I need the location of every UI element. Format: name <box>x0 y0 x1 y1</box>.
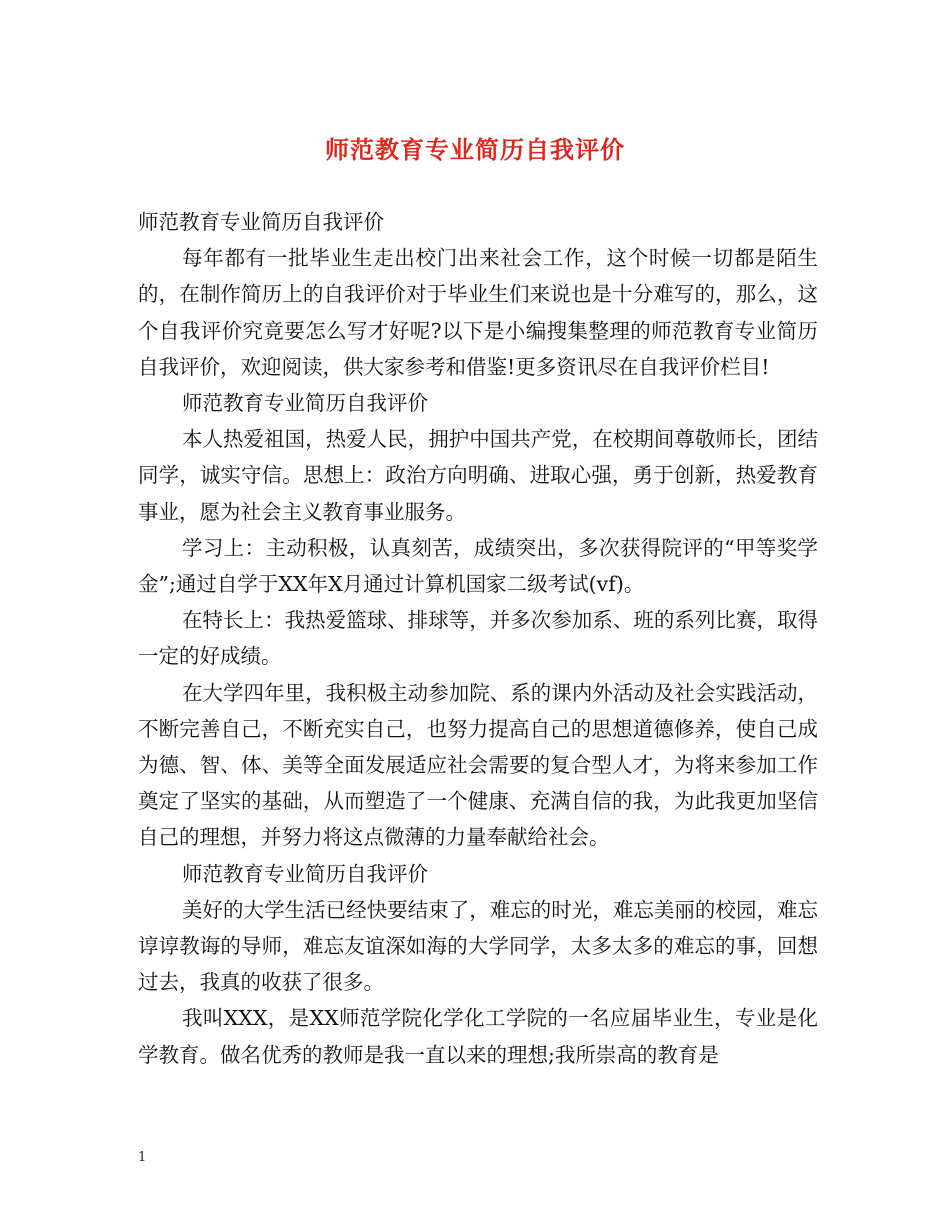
paragraph-study: 学习上：主动积极，认真刻苦，成绩突出，多次获得院评的“甲等奖学金”;通过自学于XX年X月通过计算机国家二级考试(vf)。 <box>138 535 818 597</box>
document-title: 师范教育专业简历自我评价 <box>325 135 625 164</box>
page-number: 1 <box>138 1150 147 1165</box>
document-body <box>138 204 818 1073</box>
paragraph-university-years: 在大学四年里，我积极主动参加院、系的课内外活动及社会实践活动，不断完善自己，不断充实自己，也努力提高自己的思想道德修养，使自己成为德、智、体、美等全面发展适应社会需要的复合型人才，为将来参加工作奠定了坚实的基础，从而塑造了一个健康、充满自信的我，为此我更加坚信自己的理想，并努力将这点微薄的力量奉献给社会。 <box>138 680 818 850</box>
paragraph-introduction: 我叫XXX，是XX师范学院化学化工学院的一名应届毕业生，专业是化学教育。做名优秀的教师是我一直以来的理想;我所崇高的教育是 <box>138 1006 818 1067</box>
paragraph-intro: 每年都有一批毕业生走出校门出来社会工作，这个时候一切都是陌生的，在制作简历上的自我评价对于毕业生们来说也是十分难写的，那么，这个自我评价究竟要怎么写才好呢?以下是小编搜集整理的师范教育专业简历自我评价，欢迎阅读，供大家参考和借鉴!更多资讯尽在自我评价栏目! <box>138 246 818 379</box>
section-heading-1: 师范教育专业简历自我评价 <box>182 391 428 416</box>
section-heading-2: 师范教育专业简历自我评价 <box>182 861 428 886</box>
paragraph-college-life: 美好的大学生活已经快要结束了，难忘的时光，难忘美丽的校园，难忘谆谆教诲的导师，难忘友谊深如海的大学同学，太多太多的难忘的事，回想过去，我真的收获了很多。 <box>138 897 818 995</box>
paragraph-ideology: 本人热爱祖国，热爱人民，拥护中国共产党，在校期间尊敬师长，团结同学，诚实守信。思想上：政治方向明确、进取心强，勇于创新，热爱教育事业，愿为社会主义教育事业服务。 <box>138 427 818 524</box>
paragraph-heading: 师范教育专业简历自我评价 <box>138 210 384 234</box>
paragraph-skills: 在特长上：我热爱篮球、排球等，并多次参加系、班的系列比赛，取得一定的好成绩。 <box>138 608 818 669</box>
